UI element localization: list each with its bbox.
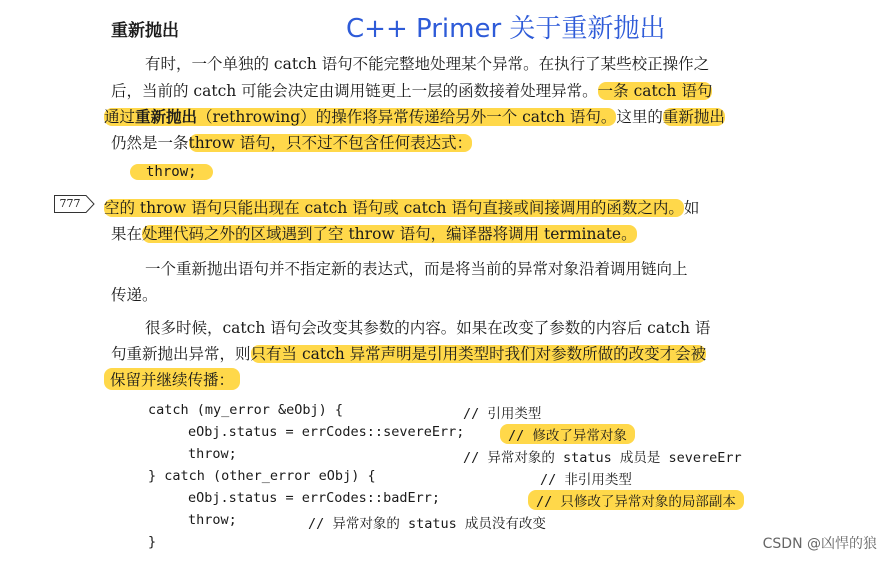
code-line: eObj.status = errCodes::badErr; — [188, 490, 440, 506]
code-comment: // 修改了异常对象 — [500, 424, 635, 444]
para4-line3: 保留并继续传播： — [104, 368, 240, 390]
annotation-banner: C++ Primer 关于重新抛出 — [346, 14, 666, 44]
para2-line1 — [104, 196, 699, 218]
page-marker-number: 777 — [59, 197, 81, 210]
para1-line4 — [111, 131, 472, 153]
code-line: throw; — [188, 512, 237, 528]
para3-line2: 传递。 — [111, 286, 158, 304]
code-line: } — [148, 534, 157, 550]
code-comment: // 非引用类型 — [540, 472, 632, 488]
highlight-span: 一条 catch 语句 — [597, 82, 713, 100]
para4-line2 — [111, 342, 706, 364]
para4-line1: 很多时候，catch 语句会改变其参数的内容。如果在改变了参数的内容后 catch 语 — [145, 319, 711, 337]
code-comment: // 引用类型 — [463, 406, 542, 422]
para3-line1: 一个重新抛出语句并不指定新的表达式，而是将当前的异常对象沿着调用链向上 — [145, 260, 688, 278]
highlight-span: 重新抛出 — [662, 108, 725, 126]
code-line: throw; — [188, 446, 237, 462]
para1-line2 — [111, 79, 712, 101]
highlight-span: 只有当 catch 异常声明是引用类型时我们对参数所做的改变才会被 — [250, 345, 707, 363]
watermark: CSDN @凶悍的狼 — [762, 536, 877, 552]
code-line: } catch (other_error eObj) { — [148, 468, 376, 484]
para1-line3-lead: 通过 — [104, 108, 136, 126]
code-comment: // 异常对象的 status 成员没有改变 — [308, 516, 546, 532]
code-line: eObj.status = errCodes::severeErr; — [188, 424, 465, 440]
para1-line3 — [104, 105, 725, 127]
section-heading: 重新抛出 — [111, 21, 179, 41]
code-line: catch (my_error &eObj) { — [148, 402, 344, 418]
para2-line2 — [111, 222, 637, 244]
para1-line4-text: 仍然是一条 — [111, 134, 189, 152]
code-comment: // 只修改了异常对象的局部副本 — [528, 490, 744, 510]
code-comment: // 异常对象的 status 成员是 severeErr — [463, 450, 742, 466]
para4-line2-text: 句重新抛出异常，则 — [111, 345, 251, 363]
para1-line3-mid: （rethrowing）的操作将异常传递给另外一个 catch 语句。 — [197, 108, 617, 126]
term-rethrow: 重新抛出 — [135, 107, 198, 126]
para1-line1: 有时，一个单独的 catch 语句不能完整地处理某个异常。在执行了某些校正操作之 — [145, 55, 710, 73]
para2-line1-tail: 如 — [683, 199, 700, 217]
para1-line2-text: 后，当前的 catch 可能会决定由调用链更上一层的函数接着处理异常。 — [111, 82, 598, 100]
highlight-span — [104, 108, 616, 126]
highlight-span: throw 语句，只不过不包含任何表达式： — [188, 134, 473, 152]
highlight-span: 处理代码之外的区域遇到了空 throw 语句，编译器将调用 terminate。 — [142, 225, 637, 243]
highlight-span: 空的 throw 语句只能出现在 catch 语句或 catch 语句直接或间接调用的函数之内。 — [104, 199, 684, 217]
para2-line2-text: 果在 — [111, 225, 143, 243]
code-throw: throw; — [130, 164, 213, 180]
para1-line3-text: 这里的 — [616, 108, 663, 126]
page-marker — [54, 195, 96, 213]
